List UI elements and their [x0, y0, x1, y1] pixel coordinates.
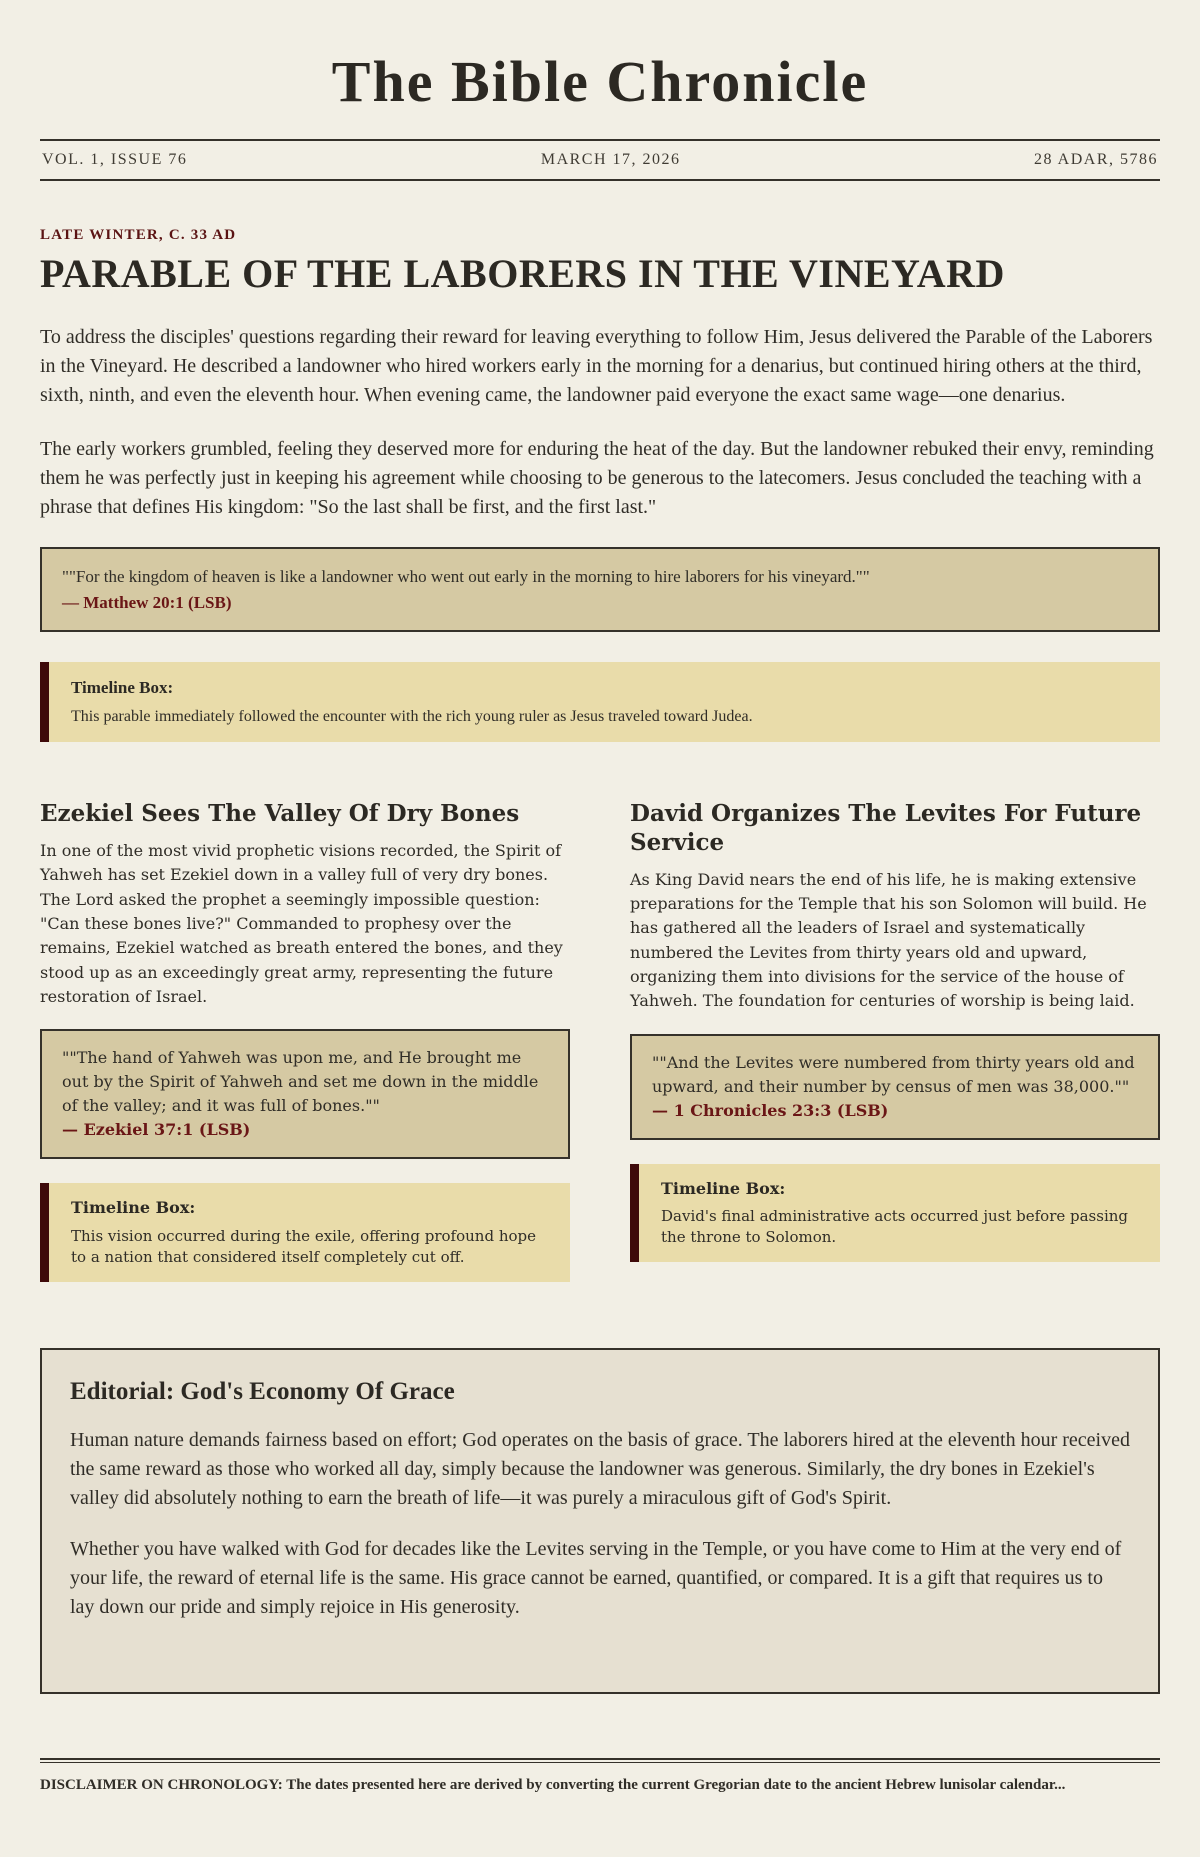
gregorian-date: MARCH 17, 2026 — [540, 151, 681, 168]
column-headline: Ezekiel Sees The Valley Of Dry Bones — [40, 800, 520, 828]
timeline-label: Timeline Box: — [71, 1198, 196, 1218]
scripture-quote-text: ""And the Levites were numbered from thirty years old and upward, and their number by census of men was 38,000."" — [652, 1052, 1135, 1096]
scripture-quote-text: ""For the kingdom of heaven is like a landowner who went out early in the morning to hire laborers for his vineyard."" — [62, 567, 870, 586]
column-headline: David Organizes The Levites For Future Service — [630, 800, 1142, 856]
scripture-quote-text: ""The hand of Yahweh was upon me, and He brought me out by the Spirit of Yahweh and set me down in the middle of the valley; and it was full of bones."" — [62, 1048, 539, 1116]
lead-paragraph: The early workers grumbled, feeling they deserved more for enduring the heat of the day. But the landowner rebuked their envy, reminding them he was perfectly just in keeping his agreement while choosing to be generous to the latecomers. Jesus concluded the teaching with a phrase that defines His kingdom: "So the last shall be first, and the first last." — [40, 438, 1154, 518]
column-body: In one of the most vivid prophetic visions recorded, the Spirit of Yahweh has set Ezekiel down in a valley full of very dry bones. The Lord asked the prophet a seemingly impossible question: "Can these bones live?" Commanded to prophesy over the remains, Ezekiel watched as breath entered the bones, and they stood up as an exceedingly great army, representing the future restoration of Israel. — [40, 840, 563, 1006]
masthead-title: The Bible Chronicle — [331, 49, 869, 114]
chronology-disclaimer: DISCLAIMER ON CHRONOLOGY: The dates presented here are derived by converting the current Gregorian date to the ancient Hebrew lunisolar calendar... — [40, 1776, 1066, 1793]
timeline-box — [630, 1164, 1160, 1262]
lead-paragraph: To address the disciples' questions regarding their reward for leaving everything to follow Him, Jesus delivered the Parable of the Laborers in the Vineyard. He described a landowner who hired workers early in the morning for a denarius, but continued hiring others at the third, sixth, ninth, and even the eleventh hour. When evening came, the landowner paid everyone the exact same wage—one denarius. — [40, 326, 1153, 406]
editorial-headline: Editorial: God's Economy Of Grace — [70, 1377, 455, 1405]
scripture-quote-box — [630, 1034, 1160, 1140]
timeline-text: This parable immediately followed the encounter with the rich young ruler as Jesus traveled toward Judea. — [71, 707, 753, 725]
timeline-box — [40, 1183, 570, 1281]
column-david — [630, 800, 1160, 1281]
timeline-text: This vision occurred during the exile, offering profound hope to a nation that considered itself completely cut off. — [71, 1226, 536, 1266]
timeline-box — [40, 662, 1160, 742]
masthead-bottom-rule — [40, 179, 1160, 181]
timeline-label: Timeline Box: — [71, 678, 174, 697]
two-column-section — [40, 800, 1160, 1281]
timeline-label: Timeline Box: — [661, 1178, 786, 1198]
editorial-paragraph: Human nature demands fairness based on effort; God operates on the basis of grace. The laborers hired at the eleventh hour received the same reward as those who worked all day, simply because the landowner was generous. Similarly, the dry bones in Ezekiel's valley did absolutely nothing to earn the breath of life—it was purely a miraculous gift of God's Spirit. — [70, 1428, 1130, 1509]
issue-line — [40, 141, 1160, 179]
scripture-quote-box — [40, 547, 1160, 632]
scripture-quote-attribution: — 1 Chronicles 23:3 (LSB) — [652, 1100, 889, 1120]
editorial-paragraph: Whether you have walked with God for decades like the Levites serving in the Temple, or you have come to Him at the very end of your life, the reward of eternal life is the same. His grace cannot be earned, quantified, or compared. It is a gift that requires us to lay down our pride and simply rejoice in His generosity. — [70, 1537, 1122, 1618]
scripture-quote-attribution: — Matthew 20:1 (LSB) — [62, 592, 232, 612]
footer-double-rule — [40, 1758, 1160, 1763]
lead-article — [40, 227, 1160, 742]
column-body: As King David nears the end of his life, he is making extensive preparations for the Temple that his son Solomon will build. He has gathered all the leaders of Israel and systematically numbered the Levites from thirty years old and upward, organizing them into divisions for the service of the house of Yahweh. The foundation for centuries of worship is being laid. — [630, 869, 1147, 1011]
article-kicker: LATE WINTER, C. 33 AD — [40, 227, 237, 243]
timeline-text: David's final administrative acts occurred just before passing the throne to Solomon. — [661, 1206, 1129, 1246]
lead-headline: PARABLE OF THE LABORERS IN THE VINEYARD — [40, 251, 1005, 296]
column-ezekiel — [40, 800, 570, 1281]
volume-issue: VOL. 1, ISSUE 76 — [42, 151, 188, 168]
scripture-quote-box — [40, 1029, 570, 1159]
page-footer — [40, 1758, 1160, 1795]
hebrew-date: 28 ADAR, 5786 — [1034, 151, 1158, 168]
editorial-box — [40, 1348, 1160, 1694]
scripture-quote-attribution: — Ezekiel 37:1 (LSB) — [62, 1120, 251, 1140]
